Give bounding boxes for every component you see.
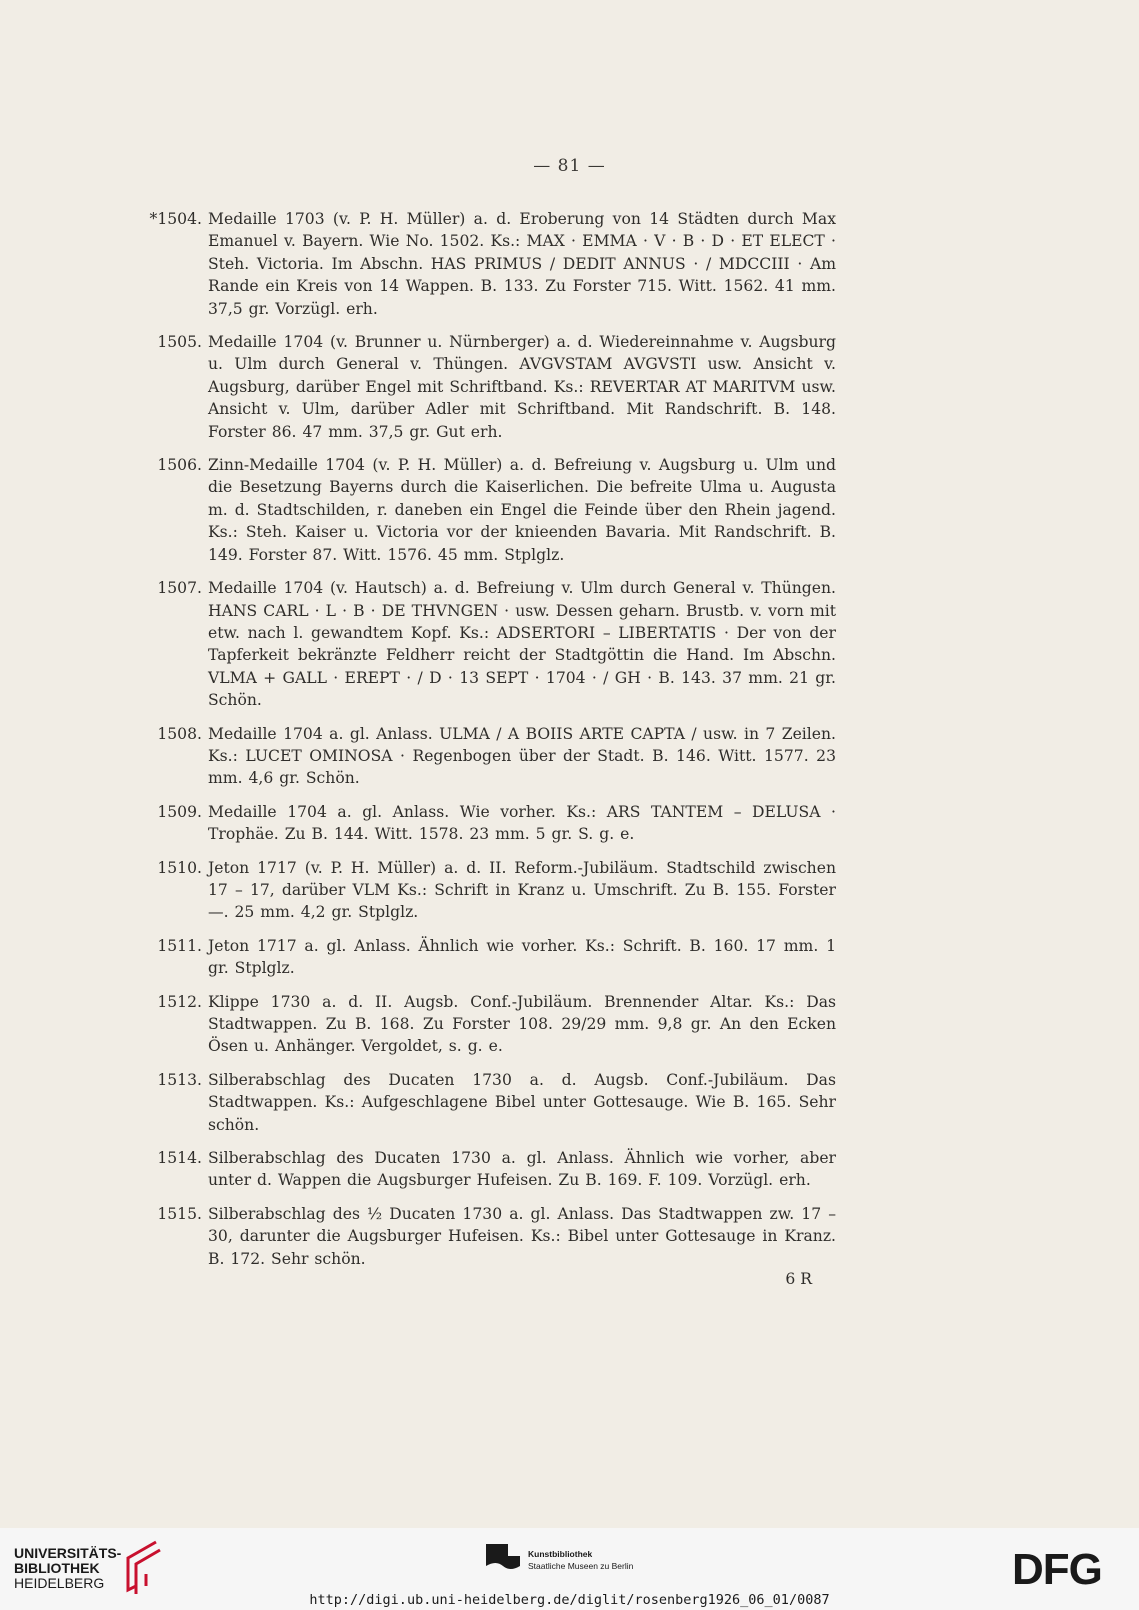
catalog-entry (128, 1203, 836, 1270)
catalog-entry (128, 935, 836, 980)
page-number: — 81 — (533, 156, 606, 176)
catalog-entry (128, 991, 836, 1058)
catalog-entry (128, 208, 836, 320)
entry-number: 1513. (157, 1070, 202, 1089)
entry-number: 1505. (157, 333, 202, 352)
catalog-entry (128, 1147, 836, 1192)
entry-number: 1506. (157, 456, 202, 475)
catalog-entry (128, 454, 836, 566)
entry-number: 1511. (157, 936, 202, 955)
entry-description: Jeton 1717 (v. P. H. Müller) a. d. II. Reform.-Jubiläum. Stadtschild zwischen 17 – 17, darüber VLM Ks.: Schrift in Kranz u. Umschrift. Zu B. 155. Forster —. 25 mm. 4,2 gr. Stplglz. (208, 858, 836, 922)
kunstbibliothek-logo[interactable] (486, 1544, 666, 1584)
kunstbibliothek-emblem-icon (486, 1544, 520, 1578)
entry-description: Medaille 1703 (v. P. H. Müller) a. d. Eroberung von 14 Städten durch Max Emanuel v. Bayern. Wie No. 1502. Ks.: MAX · EMMA · V · B · D · ET ELECT · Steh. Victoria. Im Abschn. HAS PRIMUS / DEDIT ANNUS · / MDCCIII · Am Rande ein Kreis von 14 Wappen. B. 133. Zu Forster 715. Witt. 1562. 41 mm. 37,5 gr. Vorzügl. erh. (208, 210, 836, 318)
entry-number: 1515. (157, 1204, 202, 1223)
entry-number: 1512. (157, 992, 202, 1011)
entry-description: Silberabschlag des ½ Ducaten 1730 a. gl. Anlass. Das Stadtwappen zw. 17 – 30, darunter die Augsburger Hufeisen. Ks.: Bibel unter Gottesauge in Kranz. B. 172. Sehr schön. (208, 1204, 836, 1268)
entry-description: Medaille 1704 a. gl. Anlass. ULMA / A BOIIS ARTE CAPTA / usw. in 7 Zeilen. Ks.: LUCET OMINOSA · Regenbogen über der Stadt. B. 146. Witt. 1577. 23 mm. 4,6 gr. Schön. (208, 724, 836, 788)
entry-description: Zinn-Medaille 1704 (v. P. H. Müller) a. d. Befreiung v. Augsburg u. Ulm und die Besetzung Bayerns durch die Kaiserlichen. Die befreite Ulma u. Augusta m. d. Stadtschilden, r. daneben ein Engel die Feinde über den Rhein jagend. Ks.: Steh. Kaiser u. Victoria vor der knieenden Bavaria. Mit Randschrift. B. 149. Forster 87. Witt. 1576. 45 mm. Stplglz. (208, 456, 836, 564)
entry-description: Silberabschlag des Ducaten 1730 a. gl. Anlass. Ähnlich wie vorher, aber unter d. Wappen die Augsburger Hufeisen. Zu B. 169. F. 109. Vorzügl. erh. (208, 1149, 836, 1190)
signature-mark: 6 R (785, 1270, 812, 1288)
dfg-logo[interactable]: DFG (1012, 1545, 1102, 1594)
entry-description: Medaille 1704 (v. Brunner u. Nürnberger) a. d. Wiedereinnahme v. Augsburg u. Ulm durch General v. Thüngen. AVGVSTAM AVGVSTI usw. Ansicht v. Augsburg, darüber Engel mit Schriftband. Ks.: REVERTAR AT MARITVM usw. Ansicht v. Ulm, darüber Adler mit Schriftband. Mit Randschrift. B. 148. Forster 86. 47 mm. 37,5 gr. Gut erh. (208, 333, 836, 441)
catalog-entries (128, 208, 836, 1281)
catalog-entry (128, 857, 836, 924)
entry-number: 1508. (157, 724, 202, 743)
entry-number: 1507. (157, 579, 202, 598)
catalog-entry (128, 331, 836, 443)
entry-number: 1510. (157, 858, 202, 877)
entry-number: 1509. (157, 802, 202, 821)
permalink-url[interactable]: http://digi.ub.uni-heidelberg.de/diglit/rosenberg1926_06_01/0087 (309, 1592, 830, 1608)
catalog-entry (128, 1069, 836, 1136)
entry-description: Jeton 1717 a. gl. Anlass. Ähnlich wie vorher. Ks.: Schrift. B. 160. 17 mm. 1 gr. Stplglz. (208, 936, 836, 978)
footer-bar (0, 1528, 1139, 1610)
entry-number: *1504. (149, 210, 202, 228)
entry-description: Medaille 1704 (v. Hautsch) a. d. Befreiung v. Ulm durch General v. Thüngen. HANS CARL · L · B · DE THVNGEN · usw. Dessen geharn. Brustb. v. vorn mit etw. nach l. gewandtem Kopf. Ks.: ADSERTORI – LIBERTATIS · Der von der Tapferkeit bekränzte Feldherr reicht der Stadtgöttin die Hand. Im Abschn. VLMA + GALL · EREPT · / D · 13 SEPT · 1704 · / GH · B. 143. 37 mm. 21 gr. Schön. (208, 579, 836, 710)
entry-description: Medaille 1704 a. gl. Anlass. Wie vorher. Ks.: ARS TANTEM – DELUSA · Trophäe. Zu B. 144. Witt. 1578. 23 mm. 5 gr. S. g. e. (208, 802, 836, 844)
catalog-entry (128, 801, 836, 846)
entry-number: 1514. (157, 1149, 202, 1168)
kunstbibliothek-name: Kunstbibliothek Staatliche Museen zu Berlin (528, 1549, 634, 1571)
red-brackets-icon (116, 1540, 162, 1596)
entry-description: Silberabschlag des Ducaten 1730 a. d. Augsb. Conf.-Jubiläum. Das Stadtwappen. Ks.: Aufgeschlagene Bibel unter Gottesauge. Wie B. 165. Sehr schön. (208, 1070, 836, 1134)
catalog-entry (128, 577, 836, 711)
catalog-entry (128, 723, 836, 790)
university-library-name: UNIVERSITÄTS- BIBLIOTHEK HEIDELBERG (14, 1545, 122, 1591)
entry-description: Klippe 1730 a. d. II. Augsb. Conf.-Jubiläum. Brennender Altar. Ks.: Das Stadtwappen. Zu B. 168. Zu Forster 108. 29/29 mm. 9,8 gr. An den Ecken Ösen u. Anhänger. Vergoldet, s. g. e. (208, 992, 836, 1056)
